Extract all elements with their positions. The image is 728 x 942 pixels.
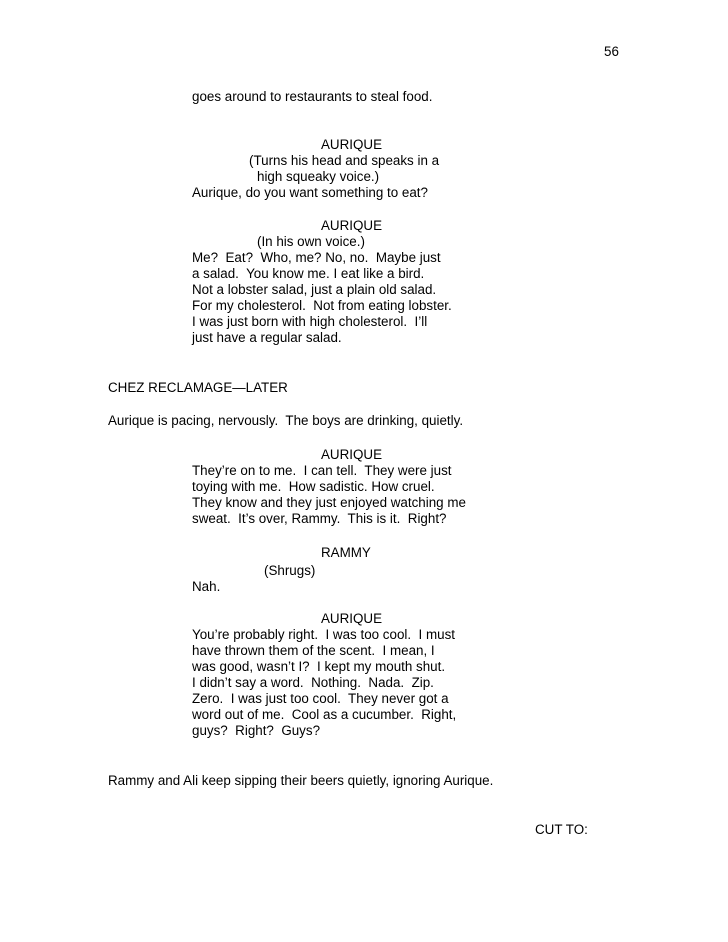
- dialogue-line: was good, wasn’t I? I kept my mouth shut.: [192, 659, 446, 674]
- parenthetical-line: (In his own voice.): [257, 234, 365, 249]
- character-name: AURIQUE: [321, 447, 383, 462]
- dialogue-line: I was just born with high cholesterol. I’ll: [192, 314, 428, 329]
- scene-heading: CHEZ RECLAMAGE—LATER: [108, 380, 288, 395]
- dialogue-line: They’re on to me. I can tell. They were just: [192, 463, 452, 478]
- dialogue-line: Nah.: [192, 579, 221, 594]
- dialogue-line: just have a regular salad.: [192, 330, 342, 345]
- dialogue-line: You’re probably right. I was too cool. I must: [192, 627, 455, 642]
- action-line: Aurique is pacing, nervously. The boys are drinking, quietly.: [108, 413, 464, 428]
- transition: CUT TO:: [535, 822, 588, 837]
- dialogue-line: sweat. It’s over, Rammy. This is it. Right?: [192, 511, 447, 526]
- dialogue-line: Aurique, do you want something to eat?: [192, 185, 428, 200]
- action-line: Rammy and Ali keep sipping their beers quietly, ignoring Aurique.: [108, 773, 494, 788]
- dialogue-line: toying with me. How sadistic. How cruel.: [192, 479, 435, 494]
- parenthetical-line: (Shrugs): [264, 563, 316, 578]
- character-name: RAMMY: [321, 545, 371, 560]
- dialogue-line: They know and they just enjoyed watching me: [192, 495, 466, 510]
- character-name: AURIQUE: [321, 218, 383, 233]
- dialogue-line: have thrown them of the scent. I mean, I: [192, 643, 435, 658]
- dialogue-line: a salad. You know me. I eat like a bird.: [192, 266, 425, 281]
- character-name: AURIQUE: [321, 137, 383, 152]
- parenthetical-line: (Turns his head and speaks in a: [249, 153, 440, 168]
- dialogue-line: Zero. I was just too cool. They never got a: [192, 691, 449, 706]
- dialogue-line: For my cholesterol. Not from eating lobster.: [192, 298, 452, 313]
- dialogue-line: Not a lobster salad, just a plain old salad.: [192, 282, 437, 297]
- dialogue-line: guys? Right? Guys?: [192, 723, 321, 738]
- dialogue-line: goes around to restaurants to steal food.: [192, 89, 433, 104]
- dialogue-line: word out of me. Cool as a cucumber. Right,: [192, 707, 457, 722]
- parenthetical-line: high squeaky voice.): [257, 169, 380, 184]
- dialogue-line: I didn’t say a word. Nothing. Nada. Zip.: [192, 675, 434, 690]
- character-name: AURIQUE: [321, 611, 383, 626]
- page-number: 56: [604, 44, 619, 59]
- dialogue-line: Me? Eat? Who, me? No, no. Maybe just: [192, 250, 441, 265]
